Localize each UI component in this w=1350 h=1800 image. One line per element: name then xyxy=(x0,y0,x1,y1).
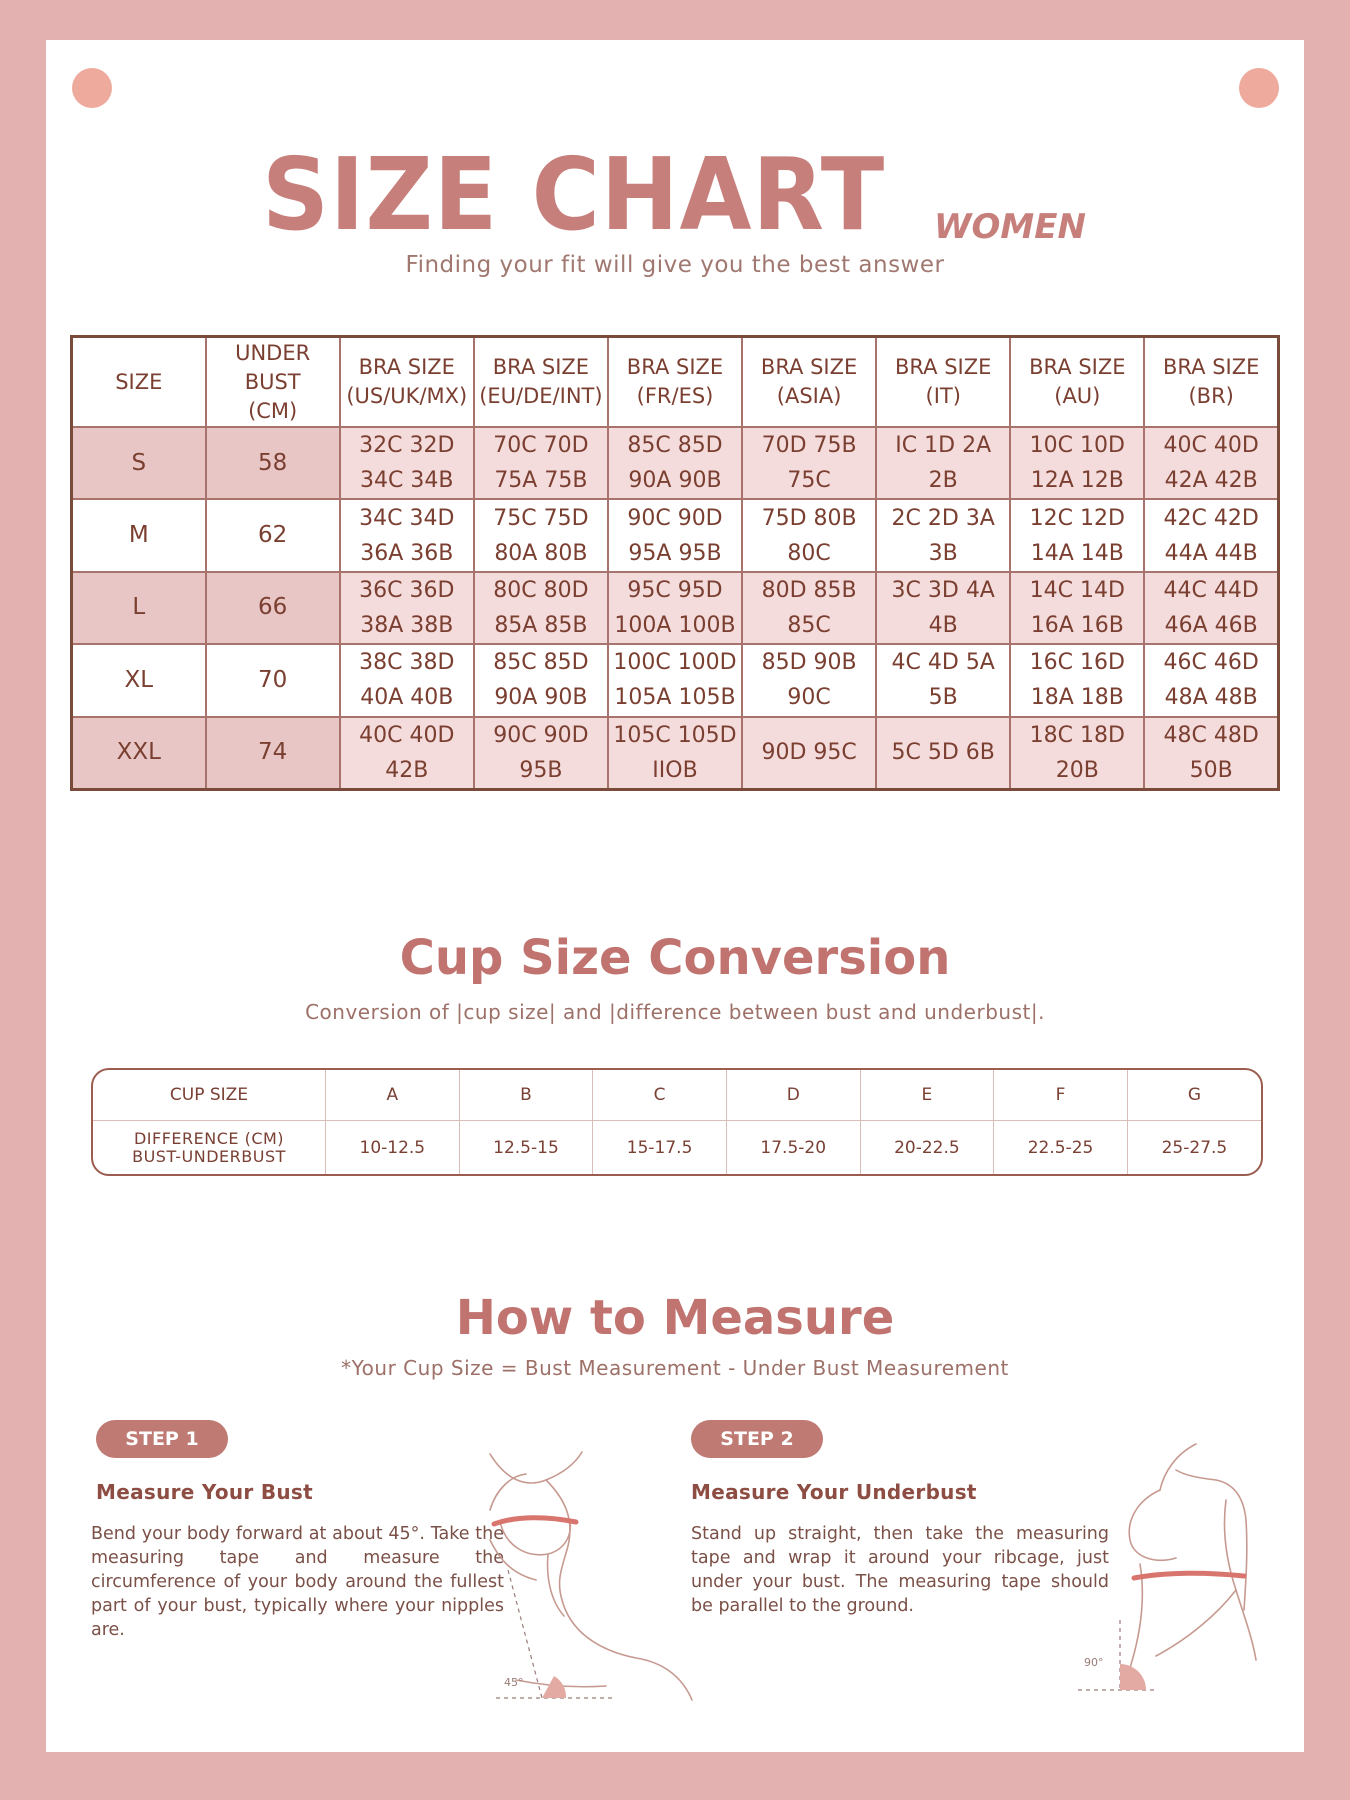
bra-size-cell: 75C 75D 80A 80B xyxy=(474,499,608,571)
bra-size-cell: 3C 3D 4A 4B xyxy=(876,572,1010,644)
underbust-cell: 74 xyxy=(206,717,340,790)
step2-angle: 90° xyxy=(1084,1656,1104,1669)
size-table-row xyxy=(72,644,1279,716)
bra-size-cell: 75D 80B 80C xyxy=(742,499,876,571)
title-tag: WOMEN xyxy=(934,207,1086,247)
bra-size-cell: 90C 90D 95B xyxy=(474,717,608,790)
size-cell: M xyxy=(72,499,206,571)
bra-size-cell: 4C 4D 5A 5B xyxy=(876,644,1010,716)
difference-value-cell: 10-12.5 xyxy=(326,1121,460,1175)
size-table-header-0: SIZE xyxy=(72,337,206,428)
bra-size-cell: 18C 18D 20B xyxy=(1010,717,1144,790)
size-chart-sheet xyxy=(46,40,1304,1752)
step1-angle: 45° xyxy=(504,1676,524,1689)
size-table-header-6: BRA SIZE (IT) xyxy=(876,337,1010,428)
bra-size-cell: 70C 70D 75A 75B xyxy=(474,427,608,499)
step1-pill: STEP 1 xyxy=(96,1420,228,1458)
size-table-header-row xyxy=(72,337,1279,428)
cup-letter-cell: C xyxy=(593,1070,727,1121)
difference-value-cell: 12.5-15 xyxy=(459,1121,593,1175)
underbust-measure-illustration xyxy=(1076,1440,1276,1702)
difference-value-cell: 20-22.5 xyxy=(860,1121,994,1175)
pin-dot-left xyxy=(72,68,112,108)
difference-value-cell: 25-27.5 xyxy=(1127,1121,1261,1175)
cup-letter-cell: A xyxy=(326,1070,460,1121)
size-cell: L xyxy=(72,572,206,644)
bra-size-cell: 44C 44D 46A 46B xyxy=(1144,572,1278,644)
bra-size-cell: 10C 10D 12A 12B xyxy=(1010,427,1144,499)
bra-size-cell: 80C 80D 85A 85B xyxy=(474,572,608,644)
bra-size-cell: 105C 105D IIOB xyxy=(608,717,742,790)
bra-size-cell: 5C 5D 6B xyxy=(876,717,1010,790)
size-table-row xyxy=(72,499,1279,571)
page-subtitle: Finding your fit will give you the best answer xyxy=(405,252,945,278)
size-table-header-8: BRA SIZE (BR) xyxy=(1144,337,1278,428)
difference-row xyxy=(93,1121,1261,1175)
bra-size-cell: 46C 46D 48A 48B xyxy=(1144,644,1278,716)
underbust-cell: 58 xyxy=(206,427,340,499)
underbust-cell: 70 xyxy=(206,644,340,716)
step1-heading: Measure Your Bust xyxy=(96,1480,313,1504)
bra-size-cell: 90D 95C xyxy=(742,717,876,790)
bra-size-cell: 32C 32D 34C 34B xyxy=(340,427,474,499)
underbust-cell: 62 xyxy=(206,499,340,571)
bra-size-cell: 85C 85D 90A 90B xyxy=(608,427,742,499)
difference-value-cell: 17.5-20 xyxy=(726,1121,860,1175)
size-table-header-5: BRA SIZE (ASIA) xyxy=(742,337,876,428)
cup-size-label: CUP SIZE xyxy=(93,1070,326,1121)
cup-conversion-table xyxy=(91,1068,1263,1176)
bra-size-cell: 16C 16D 18A 18B xyxy=(1010,644,1144,716)
bra-size-cell: 40C 40D 42A 42B xyxy=(1144,427,1278,499)
bra-size-cell: 42C 42D 44A 44B xyxy=(1144,499,1278,571)
bra-size-cell: 14C 14D 16A 16B xyxy=(1010,572,1144,644)
size-table xyxy=(70,335,1280,791)
bra-size-cell: 34C 34D 36A 36B xyxy=(340,499,474,571)
page-title: SIZE CHART xyxy=(262,136,886,253)
difference-label: DIFFERENCE (CM) BUST-UNDERBUST xyxy=(132,1128,286,1166)
underbust-cell: 66 xyxy=(206,572,340,644)
bra-size-cell: 48C 48D 50B xyxy=(1144,717,1278,790)
cup-section-subtitle: Conversion of |cup size| and |difference between bust and underbust|. xyxy=(305,1000,1045,1024)
measure-section-title: How to Measure xyxy=(455,1290,895,1346)
step1-text: Bend your body forward at about 45°. Take the measuring tape and measure the circumference of your body around the fullest part of your bust, typically where your nipples are. xyxy=(91,1524,504,1640)
bra-size-cell: 38C 38D 40A 40B xyxy=(340,644,474,716)
step2-pill: STEP 2 xyxy=(691,1420,823,1458)
size-table-row xyxy=(72,717,1279,790)
bra-size-cell: 70D 75B 75C xyxy=(742,427,876,499)
bra-size-cell: 85D 90B 90C xyxy=(742,644,876,716)
step2-heading: Measure Your Underbust xyxy=(691,1480,977,1504)
cup-letter-cell: F xyxy=(994,1070,1128,1121)
size-table-header-7: BRA SIZE (AU) xyxy=(1010,337,1144,428)
size-cell: XL xyxy=(72,644,206,716)
pin-dot-right xyxy=(1239,68,1279,108)
step2-text: Stand up straight, then take the measuring tape and wrap it around your ribcage, just under your bust. The measuring tape should be parallel to the ground. xyxy=(691,1524,1109,1616)
size-table-row xyxy=(72,572,1279,644)
size-table-header-3: BRA SIZE (EU/DE/INT) xyxy=(474,337,608,428)
cup-letter-cell: B xyxy=(459,1070,593,1121)
cup-size-row xyxy=(93,1070,1261,1121)
size-table-header-1: UNDER BUST (CM) xyxy=(206,337,340,428)
bra-size-cell: 2C 2D 3A 3B xyxy=(876,499,1010,571)
size-cell: XXL xyxy=(72,717,206,790)
bra-size-cell: 100C 100D 105A 105B xyxy=(608,644,742,716)
measure-section-subtitle: *Your Cup Size = Bust Measurement - Under Bust Measurement xyxy=(341,1356,1009,1380)
cup-section-title: Cup Size Conversion xyxy=(399,930,951,986)
cup-letter-cell: E xyxy=(860,1070,994,1121)
cup-letter-cell: G xyxy=(1127,1070,1261,1121)
difference-value-cell: 15-17.5 xyxy=(593,1121,727,1175)
bra-size-cell: 12C 12D 14A 14B xyxy=(1010,499,1144,571)
bra-size-cell: IC 1D 2A 2B xyxy=(876,427,1010,499)
bra-size-cell: 80D 85B 85C xyxy=(742,572,876,644)
size-table-header-4: BRA SIZE (FR/ES) xyxy=(608,337,742,428)
cup-letter-cell: D xyxy=(726,1070,860,1121)
title-block xyxy=(46,135,1304,255)
bust-measure-illustration xyxy=(486,1450,706,1712)
bra-size-cell: 40C 40D 42B xyxy=(340,717,474,790)
difference-value-cell: 22.5-25 xyxy=(994,1121,1128,1175)
bra-size-cell: 95C 95D 100A 100B xyxy=(608,572,742,644)
size-table-row xyxy=(72,427,1279,499)
size-cell: S xyxy=(72,427,206,499)
bra-size-cell: 36C 36D 38A 38B xyxy=(340,572,474,644)
bra-size-cell: 85C 85D 90A 90B xyxy=(474,644,608,716)
size-table-header-2: BRA SIZE (US/UK/MX) xyxy=(340,337,474,428)
bra-size-cell: 90C 90D 95A 95B xyxy=(608,499,742,571)
